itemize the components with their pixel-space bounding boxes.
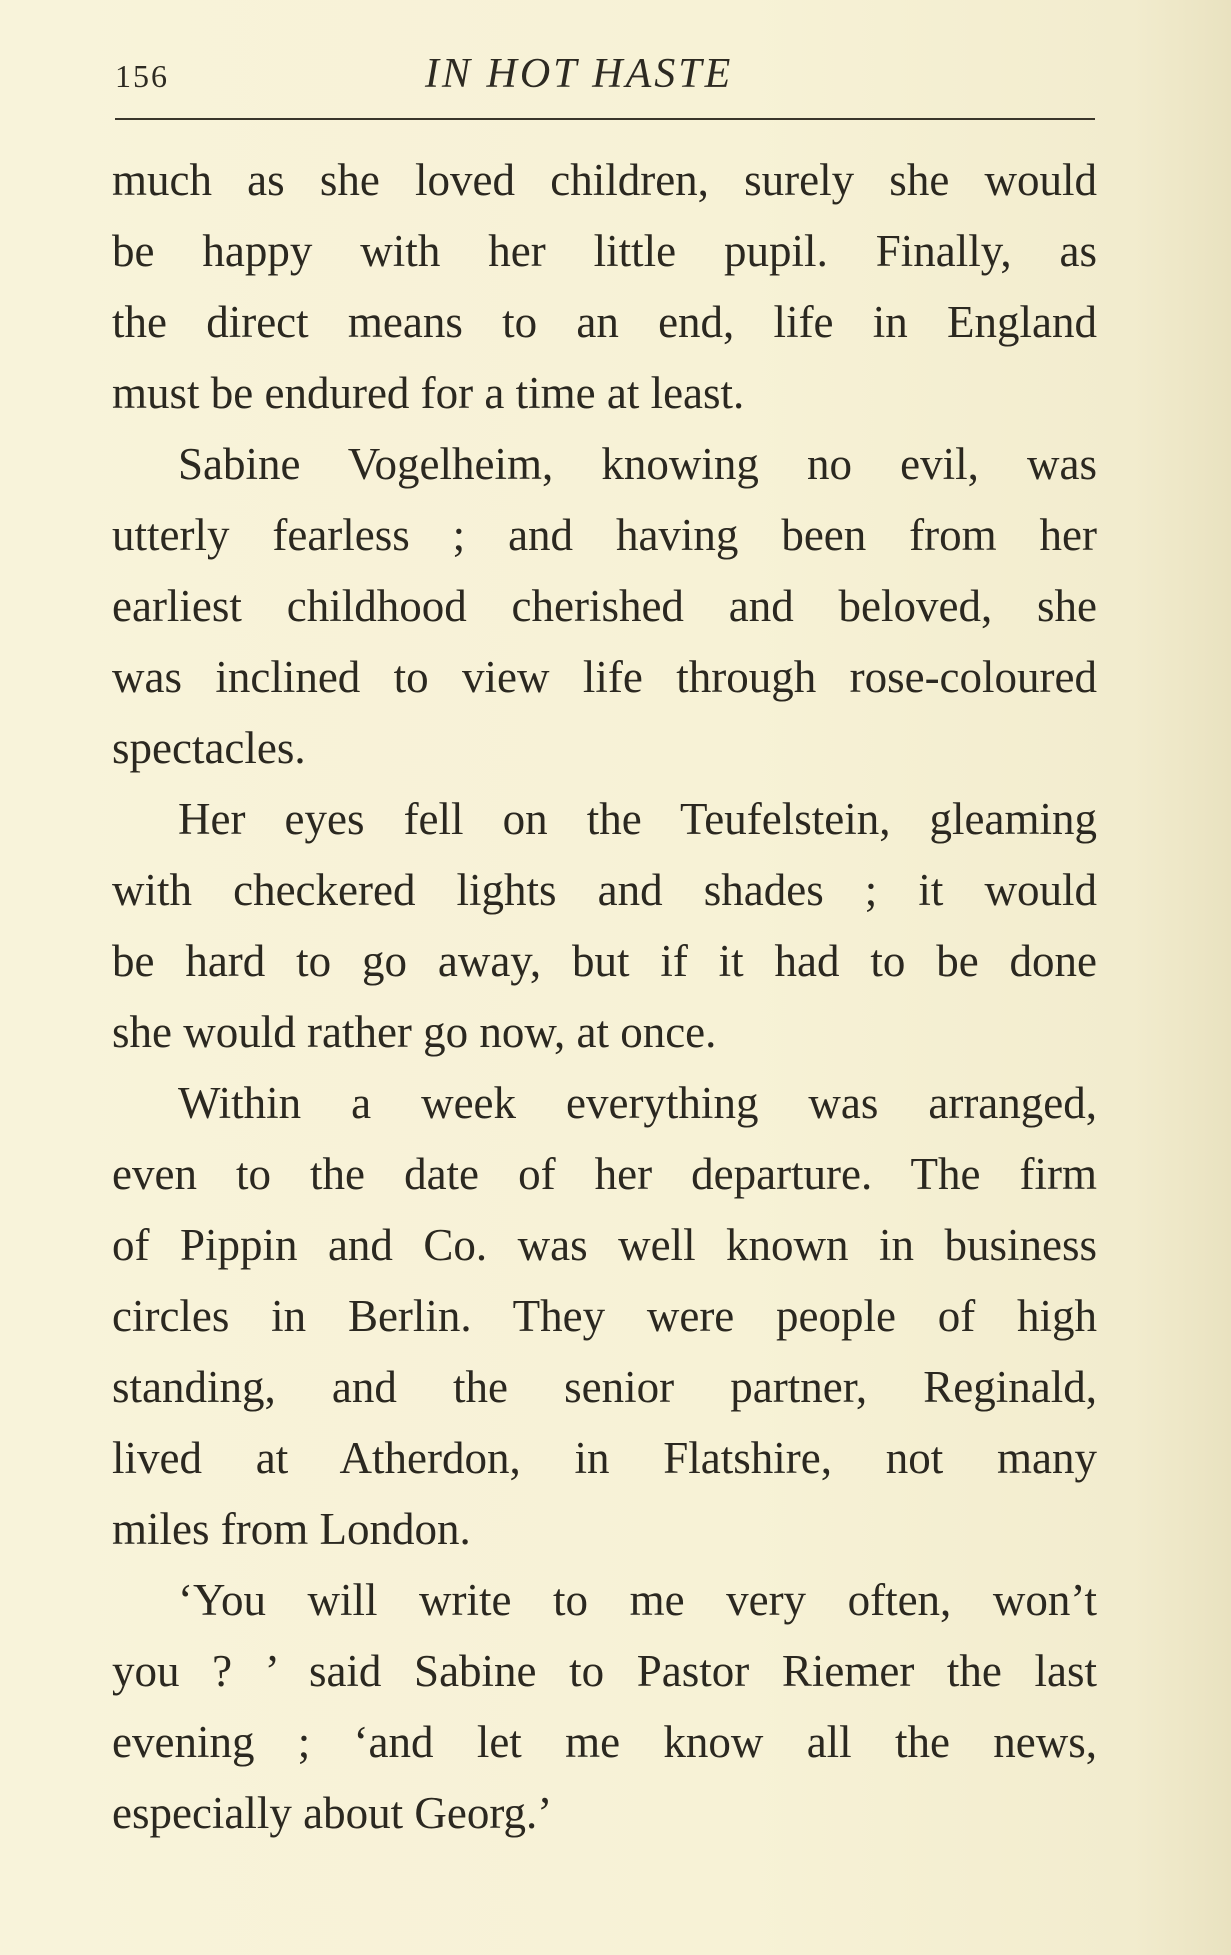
text-line: standing, and the senior partner, Reginald, — [112, 1362, 1097, 1412]
text-line: spectacles. — [112, 723, 306, 773]
text-line: Within a week everything was arranged, — [178, 1078, 1097, 1128]
text-line: especially about Georg.’ — [112, 1788, 553, 1838]
text-line: miles from London. — [112, 1504, 471, 1554]
text-line: much as she loved children, surely she would — [112, 155, 1097, 205]
text-line: be hard to go away, but if it had to be done — [112, 936, 1097, 986]
text-line: of Pippin and Co. was well known in business — [112, 1220, 1097, 1270]
running-title: IN HOT HASTE — [425, 51, 734, 97]
text-line: even to the date of her departure. The firm — [112, 1149, 1097, 1199]
text-line: Her eyes fell on the Teufelstein, gleaming — [178, 794, 1097, 844]
text-line: the direct means to an end, life in England — [112, 297, 1097, 347]
page-header — [115, 50, 1095, 106]
text-line: lived at Atherdon, in Flatshire, not many — [112, 1433, 1097, 1483]
text-line: be happy with her little pupil. Finally, as — [112, 226, 1097, 276]
text-line: she would rather go now, at once. — [112, 1007, 717, 1057]
text-line: utterly fearless ; and having been from her — [112, 510, 1097, 560]
text-line: was inclined to view life through rose-coloured — [112, 652, 1097, 702]
text-line: circles in Berlin. They were people of high — [112, 1291, 1097, 1341]
text-line: Sabine Vogelheim, knowing no evil, was — [178, 439, 1097, 489]
page-number: 156 — [115, 58, 169, 94]
text-line: you ? ’ said Sabine to Pastor Riemer the last — [112, 1646, 1097, 1696]
text-line: with checkered lights and shades ; it would — [112, 865, 1097, 915]
text-line: evening ; ‘and let me know all the news, — [112, 1717, 1097, 1767]
text-line: must be endured for a time at least. — [112, 368, 745, 418]
header-rule — [115, 118, 1095, 120]
body-text — [112, 145, 1097, 1849]
text-line: earliest childhood cherished and beloved, she — [112, 581, 1097, 631]
text-line: ‘You will write to me very often, won’t — [178, 1575, 1097, 1625]
